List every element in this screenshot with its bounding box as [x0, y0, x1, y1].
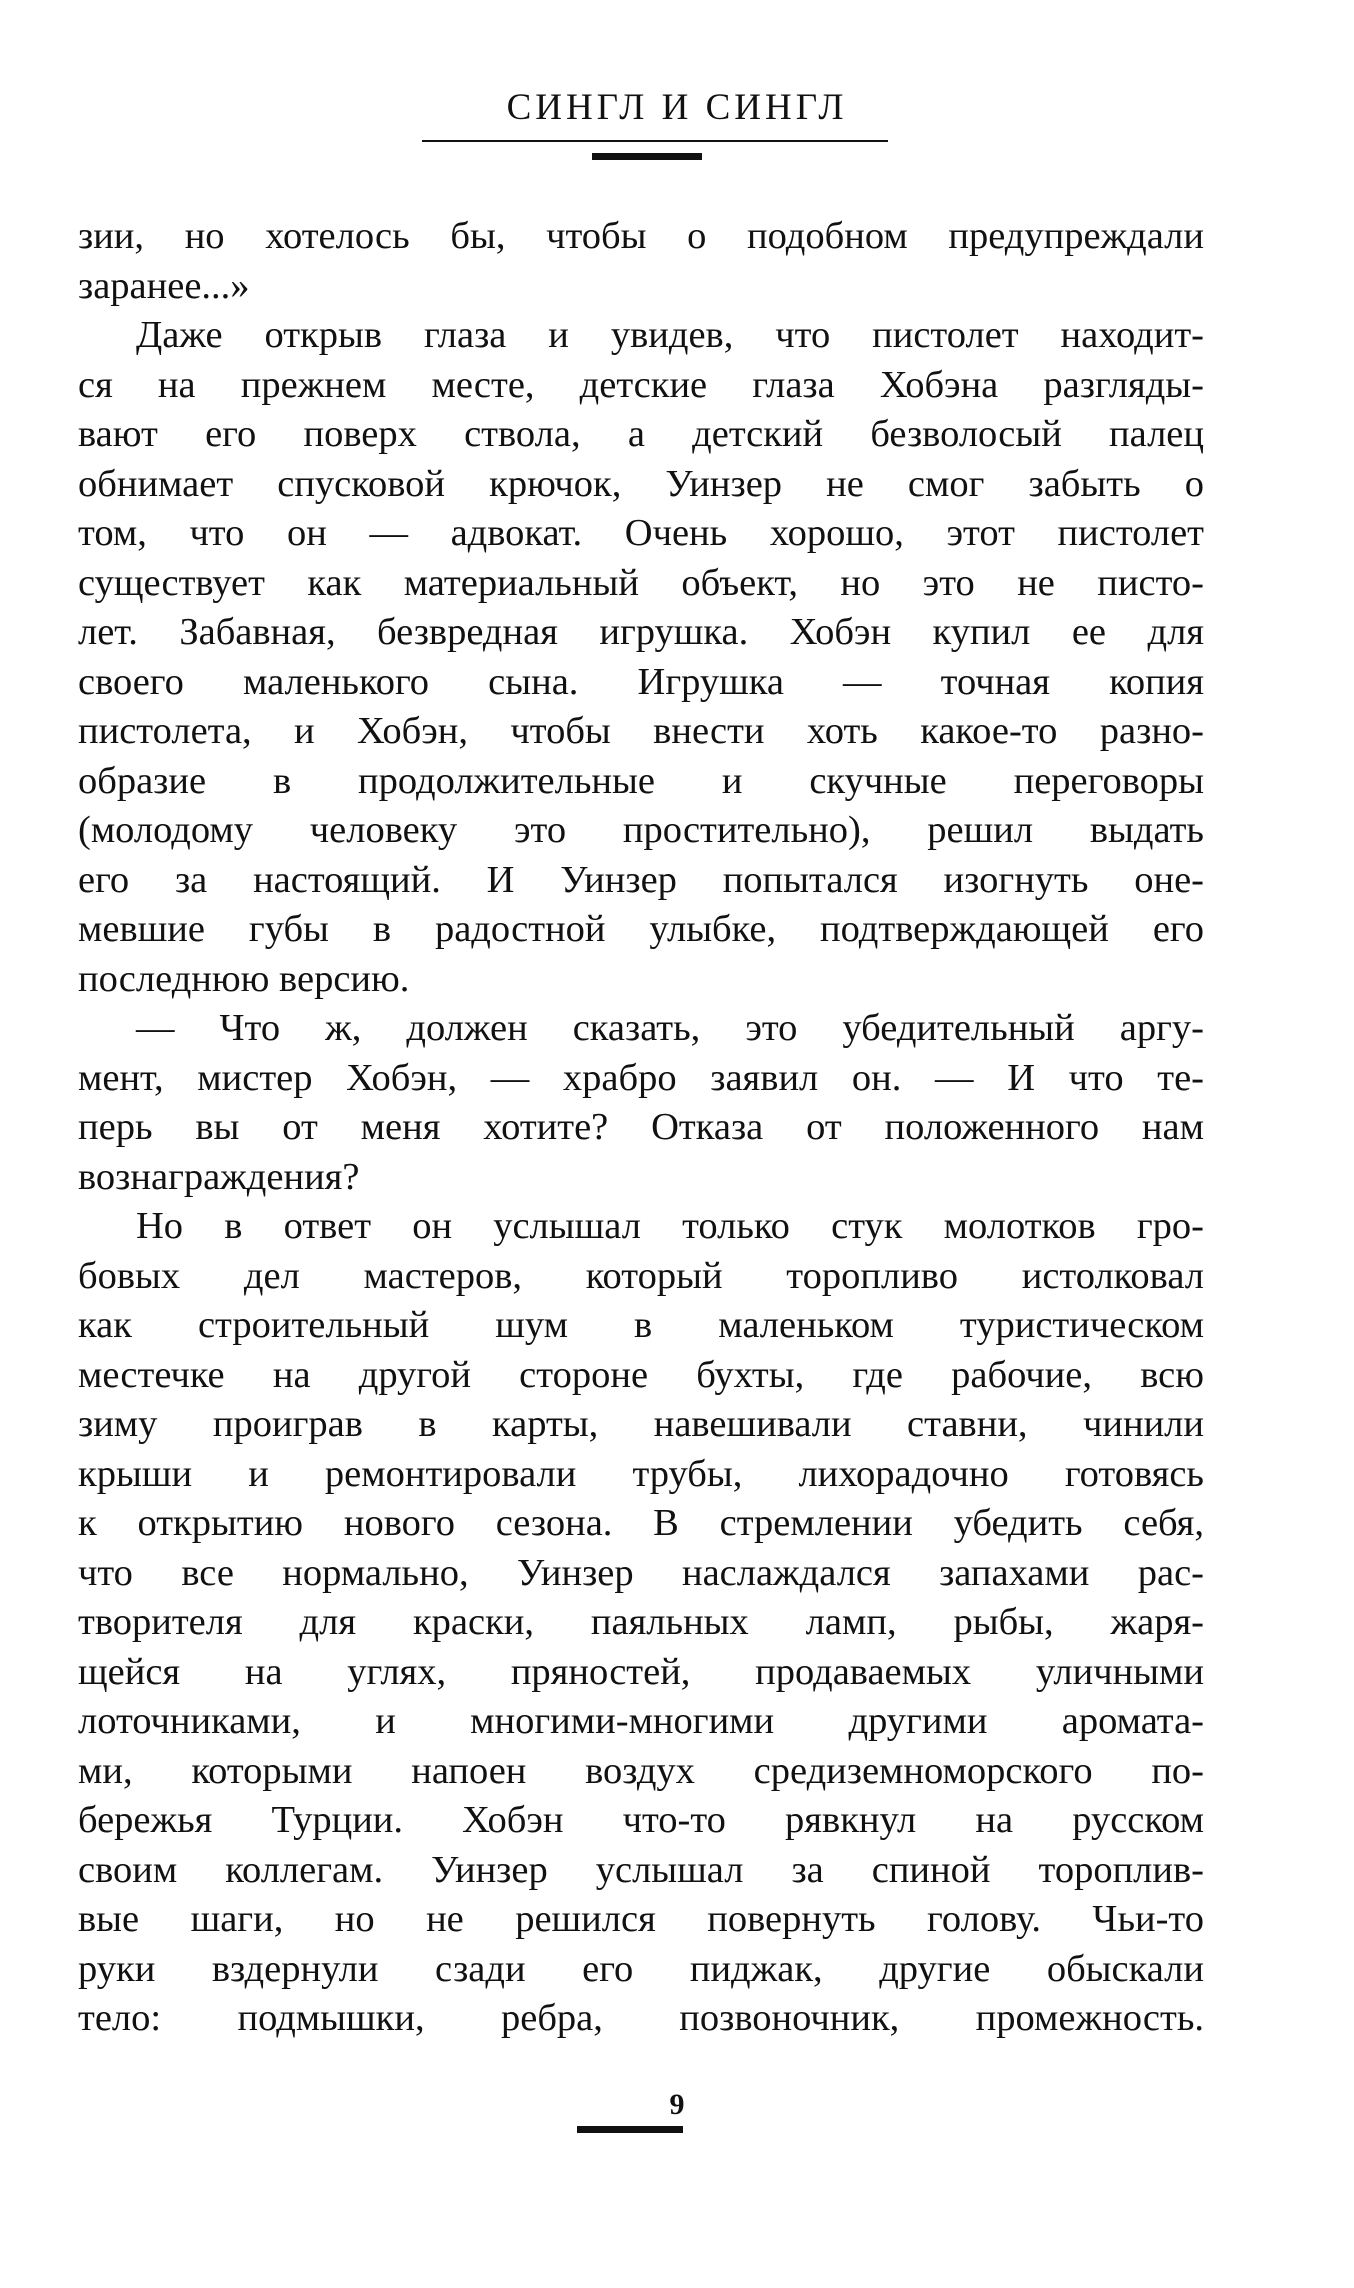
text-line: последнюю версию.: [78, 957, 410, 1000]
text-line: образие в продолжительные и скучные переговоры: [78, 759, 1204, 802]
text-line: том, что он — адвокат. Очень хорошо, этот пистолет: [78, 512, 1204, 554]
text-line: местечке на другой стороне бухты, где рабочие, всю: [78, 1353, 1204, 1396]
text-line: тело: подмышки, ребра, позвоночник, промежность.: [78, 1997, 1204, 2039]
text-line: бовых дел мастеров, который торопливо истолковал: [78, 1254, 1204, 1297]
text-line: что все нормально, Уинзер наслаждался запахами рас-: [78, 1551, 1204, 1594]
text-line: зии, но хотелось бы, чтобы о подобном предупреждали: [78, 215, 1204, 257]
text-line: вают его поверх ствола, а детский безволосый палец: [78, 413, 1204, 455]
text-line: крыши и ремонтировали трубы, лихорадочно готовясь: [78, 1452, 1204, 1495]
body-text: [78, 212, 1204, 2044]
page-number: 9: [669, 2088, 685, 2121]
text-line: (молодому человеку это простительно), решил выдать: [78, 809, 1204, 851]
text-line: — Что ж, должен сказать, это убедительный аргу-: [136, 1007, 1204, 1049]
text-line: пистолета, и Хобэн, чтобы внести хоть какое-то разно-: [78, 710, 1204, 752]
text-line: бережья Турции. Хобэн что-то рявкнул на русском: [78, 1799, 1204, 1841]
running-head: [0, 86, 1354, 130]
text-line: зиму проиграв в карты, навешивали ставни, чинили: [78, 1403, 1204, 1445]
text-line: вые шаги, но не решился повернуть голову. Чьи-то: [78, 1898, 1204, 1940]
text-line: его за настоящий. И Уинзер попытался изогнуть оне-: [78, 858, 1204, 901]
header-rule-thin: [422, 140, 888, 142]
text-line: щейся на углях, пряностей, продаваемых уличными: [78, 1650, 1204, 1693]
text-line: вознаграждения?: [78, 1155, 360, 1198]
text-line: к открытию нового сезона. В стремлении убедить себя,: [78, 1502, 1204, 1544]
text-line: обнимает спусковой крючок, Уинзер не смог забыть о: [78, 462, 1204, 505]
running-title: СИНГЛ И СИНГЛ: [506, 87, 848, 128]
text-line: своего маленького сына. Игрушка — точная копия: [78, 660, 1204, 703]
page-number-rule: [577, 2126, 683, 2133]
text-line: руки вздернули сзади его пиджак, другие обыскали: [78, 1947, 1204, 1990]
text-line: ся на прежнем месте, детские глаза Хобэна разгляды-: [78, 363, 1204, 406]
text-line: заранее...»: [78, 264, 250, 307]
text-line: перь вы от меня хотите? Отказа от положенного нам: [78, 1106, 1204, 1148]
text-line: своим коллегам. Уинзер услышал за спиной тороплив-: [78, 1848, 1204, 1891]
text-line: лоточниками, и многими-многими другими аромата-: [78, 1700, 1204, 1742]
header-rule-thick: [592, 153, 702, 160]
text-line: творителя для краски, паяльных ламп, рыбы, жаря-: [78, 1601, 1204, 1643]
text-line: как строительный шум в маленьком туристическом: [78, 1304, 1204, 1346]
text-line: лет. Забавная, безвредная игрушка. Хобэн купил ее для: [78, 611, 1204, 653]
text-line: мент, мистер Хобэн, — храбро заявил он. — И что те-: [78, 1056, 1204, 1099]
text-line: существует как материальный объект, но это не писто-: [78, 561, 1204, 604]
text-line: Даже открыв глаза и увидев, что пистолет находит-: [136, 314, 1204, 356]
text-line: Но в ответ он услышал только стук молотков гро-: [136, 1205, 1204, 1247]
text-line: ми, которыми напоен воздух средиземноморского по-: [78, 1749, 1204, 1792]
text-line: мевшие губы в радостной улыбке, подтверждающей его: [78, 908, 1204, 950]
